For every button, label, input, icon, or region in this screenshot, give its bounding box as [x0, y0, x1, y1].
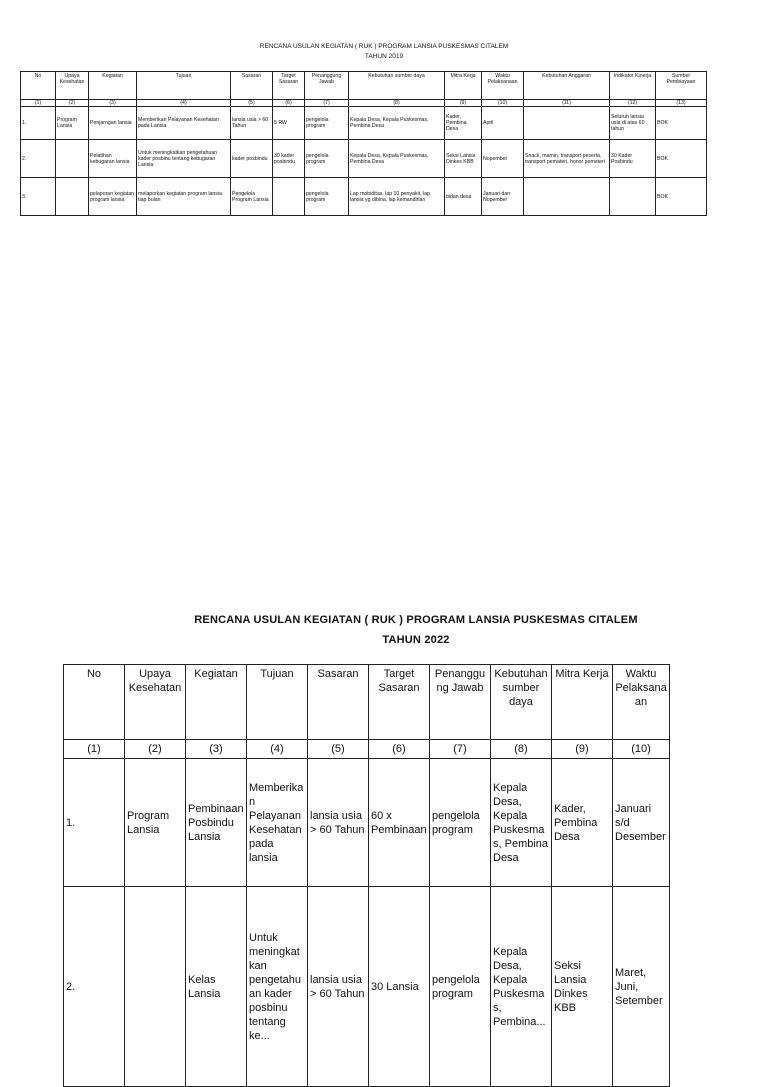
cell: pengelola program	[430, 887, 491, 1087]
column-number-row	[64, 740, 670, 759]
col-number: (5)	[308, 740, 369, 759]
cell: lansia usia > 60 Tahun	[308, 887, 369, 1087]
cell	[524, 107, 610, 140]
col-number: (1)	[64, 740, 125, 759]
doc-year-2022: TAHUN 2022	[382, 634, 450, 646]
cell: Kepala Desa, Kepala Puskesmas, Pembina...	[491, 887, 552, 1087]
cell: 5 RW	[273, 107, 305, 140]
cell: Januari dan Nopember	[482, 178, 524, 216]
cell: Untuk meningkatkan pengetahuan kader posbinu tentang kebugaran Lansia	[137, 140, 231, 178]
cell: Kader, Pembina Desa	[552, 759, 613, 887]
cell: melaporkan kegiatan program lansia tiap bulan	[137, 178, 231, 216]
cell: 1.	[21, 107, 56, 140]
col-number: (4)	[137, 100, 231, 107]
col-header: Penanggung Jawab	[305, 72, 349, 100]
cell: Memberikan Pelayanan Kesehatan pada Lansia	[137, 107, 231, 140]
col-number: (4)	[247, 740, 308, 759]
col-header: Kebutuhan sumber daya	[349, 72, 445, 100]
cell: 1.	[64, 759, 125, 887]
col-number: (6)	[369, 740, 430, 759]
col-header: Indikator Kinerja	[610, 72, 656, 100]
cell: lansia usia > 60 Tahun	[231, 107, 273, 140]
cell: Program Lansia	[56, 107, 89, 140]
column-number-row	[21, 100, 707, 107]
cell: April	[482, 107, 524, 140]
cell: 30 Kader Posbindu	[610, 140, 656, 178]
table-header-row	[64, 665, 670, 740]
cell: 3.	[21, 178, 56, 216]
col-number: (11)	[524, 100, 610, 107]
col-number: (9)	[445, 100, 482, 107]
col-header: Tujuan	[137, 72, 231, 100]
cell: pengelola program	[430, 759, 491, 887]
cell: 30 kader posbindu	[273, 140, 305, 178]
col-number: (7)	[305, 100, 349, 107]
col-header: Penanggung Jawab	[430, 665, 491, 740]
cell: Kepala Desa, Kepala Puskesmas, Pembina Desa	[349, 107, 445, 140]
cell: Kepala Desa, Kepala Puskesmas, Pembina Desa	[491, 759, 552, 887]
cell: Pengelola Program Lansia	[231, 178, 273, 216]
cell: kader posbindu	[231, 140, 273, 178]
col-header: Sasaran	[308, 665, 369, 740]
cell: Kelas Lansia	[186, 887, 247, 1087]
cell	[56, 140, 89, 178]
col-number: (1)	[21, 100, 56, 107]
cell: Seluruh lansia usia di atas 60 tahun	[610, 107, 656, 140]
ruk-table-2019	[20, 71, 707, 216]
col-header: No	[21, 72, 56, 100]
doc-title-2022: RENCANA USULAN KEGIATAN ( RUK ) PROGRAM LANSIA PUSKESMAS CITALEM	[194, 614, 638, 626]
cell: BOK	[656, 178, 707, 216]
col-header: No	[64, 665, 125, 740]
cell: pengelola program	[305, 178, 349, 216]
cell: Seksi Lansia Dinkes KBB	[552, 887, 613, 1087]
cell: BOK	[656, 140, 707, 178]
table-row	[21, 140, 707, 178]
doc-year: TAHUN 2019	[364, 53, 404, 60]
col-header: Waktu Pelaksanaan	[613, 665, 670, 740]
cell	[273, 178, 305, 216]
cell: Kader, Pembina Desa	[445, 107, 482, 140]
cell: pengelola program	[305, 107, 349, 140]
col-header: Kegiatan	[186, 665, 247, 740]
col-number: (12)	[610, 100, 656, 107]
table-row	[64, 759, 670, 887]
cell: Snack, mamin, transport peserta, transport pemateri, honor pemateri	[524, 140, 610, 178]
col-header: Tujuan	[247, 665, 308, 740]
cell: Lap mobiditas, lap 10 penyakit, lap lansia yg dibina, lap kemandirian	[349, 178, 445, 216]
col-number: (13)	[656, 100, 707, 107]
cell: 2.	[64, 887, 125, 1087]
col-number: (10)	[482, 100, 524, 107]
cell: Maret, Juni, Setember	[613, 887, 670, 1087]
cell	[125, 887, 186, 1087]
col-number: (2)	[125, 740, 186, 759]
cell: 30 Lansia	[369, 887, 430, 1087]
col-number: (8)	[491, 740, 552, 759]
table-row	[21, 178, 707, 216]
col-header: Kebutuhan Anggaran	[524, 72, 610, 100]
col-number: (2)	[56, 100, 89, 107]
cell	[56, 178, 89, 216]
cell	[524, 178, 610, 216]
cell: Seksi Lansia Dinkes KBB	[445, 140, 482, 178]
cell: 2.	[21, 140, 56, 178]
cell: Pembinaan Posbindu Lansia	[186, 759, 247, 887]
table-row	[64, 887, 670, 1087]
col-number: (7)	[430, 740, 491, 759]
col-number: (5)	[231, 100, 273, 107]
cell	[610, 178, 656, 216]
col-header: Upaya Kesehatan	[56, 72, 89, 100]
cell: Januari s/d Desember	[613, 759, 670, 887]
cell: bidan desa	[445, 178, 482, 216]
col-header: Upaya Kesehatan	[125, 665, 186, 740]
col-header: Sasaran	[231, 72, 273, 100]
col-number: (6)	[273, 100, 305, 107]
cell: lansia usia > 60 Tahun	[308, 759, 369, 887]
cell: 60 x Pembinaan	[369, 759, 430, 887]
col-header: Sumber Pembiayaan	[656, 72, 707, 100]
cell: pengelola program	[305, 140, 349, 178]
cell: Nopember	[482, 140, 524, 178]
cell: Kepala Desa, Kepala Puskesmas, Pembina Desa	[349, 140, 445, 178]
col-header: Waktu Pelaksanaan	[482, 72, 524, 100]
cell: Penjarngan lansia	[89, 107, 137, 140]
cell: Untuk meningkatkan pengetahuan kader posbinu tentang ke...	[247, 887, 308, 1087]
col-header: Target Sasaran	[273, 72, 305, 100]
col-header: Kegiatan	[89, 72, 137, 100]
cell: Memberikan Pelayanan Kesehatan pada lansia	[247, 759, 308, 887]
col-header: Mitra Kerja	[445, 72, 482, 100]
col-number: (3)	[186, 740, 247, 759]
table-row	[21, 107, 707, 140]
col-number: (10)	[613, 740, 670, 759]
col-header: Target Sasaran	[369, 665, 430, 740]
cell: Pelatihan kebugaran lansia	[89, 140, 137, 178]
col-number: (3)	[89, 100, 137, 107]
cell: BOK	[656, 107, 707, 140]
col-header: Mitra Kerja	[552, 665, 613, 740]
cell: pelaporan kegiatan program lansia	[89, 178, 137, 216]
col-number: (8)	[349, 100, 445, 107]
col-header: Kebutuhan sumber daya	[491, 665, 552, 740]
doc-title: RENCANA USULAN KEGIATAN ( RUK ) PROGRAM LANSIA PUSKESMAS CITALEM	[259, 43, 509, 50]
col-number: (9)	[552, 740, 613, 759]
table-header-row	[21, 72, 707, 100]
cell: Program Lansia	[125, 759, 186, 887]
